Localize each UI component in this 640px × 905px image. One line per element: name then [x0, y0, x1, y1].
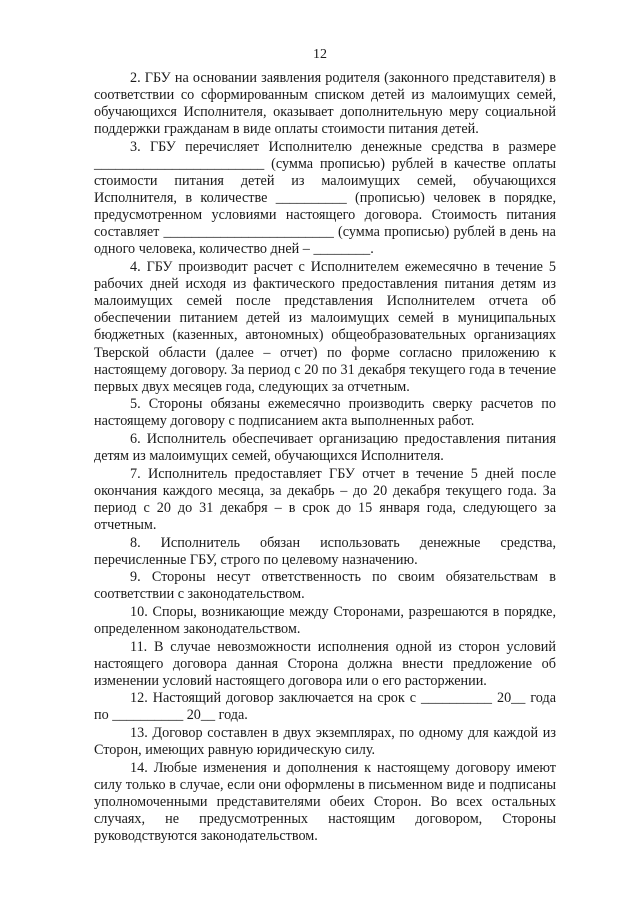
- paragraph-4: 4. ГБУ производит расчет с Исполнителем ежемесячно в течение 5 рабочих дней исходя из фактического предоставления питания детям из малоимущих семей после представления Исполнителем отчета об обеспечении питанием детей из малоимущих семей в муниципальных бюджетных (казенных, автономных) общеобразовательных организациях Тверской области (далее – отчет) по форме согласно приложению к настоящему договору. За период с 20 по 31 декабря текущего года в течение первых двух месяцев года, следующих за отчетным.: [94, 259, 556, 395]
- paragraph-13: 13. Договор составлен в двух экземплярах, по одному для каждой из Сторон, имеющих равную юридическую силу.: [94, 725, 556, 759]
- document-body: [94, 70, 556, 845]
- paragraph-8: 8. Исполнитель обязан использовать денежные средства, перечисленные ГБУ, строго по целевому назначению.: [94, 534, 556, 568]
- paragraph-11: 11. В случае невозможности исполнения одной из сторон условий настоящего договора данная Сторона должна внести предложение об изменении условий настоящего договора или о его расторжении.: [94, 638, 556, 689]
- paragraph-9: 9. Стороны несут ответственность по своим обязательствам в соответствии с законодательством.: [94, 569, 556, 603]
- paragraph-7: 7. Исполнитель предоставляет ГБУ отчет в течение 5 дней после окончания каждого месяца, за декабрь – до 20 декабря текущего года. За период с 20 до 31 декабря – в срок до 15 января года, следующего за отчетным.: [94, 465, 556, 533]
- paragraph-5: 5. Стороны обязаны ежемесячно производить сверку расчетов по настоящему договору с подписанием акта выполненных работ.: [94, 396, 556, 430]
- paragraph-6: 6. Исполнитель обеспечивает организацию предоставления питания детям из малоимущих семей, обучающихся Исполнителя.: [94, 430, 556, 465]
- paragraph-14: 14. Любые изменения и дополнения к настоящему договору имеют силу только в случае, если они оформлены в письменном виде и подписаны уполномоченными представителями обеих Сторон. Во всех остальных случаях, не предусмотренных настоящим договором, Стороны руководствуются законодательством.: [94, 759, 556, 845]
- paragraph-3: 3. ГБУ перечисляет Исполнителю денежные средства в размере ________________________ (сумма прописью) рублей в качестве оплаты стоимости питания детей из малоимущих семей, обучающихся Исполнителя, в количестве __________ (прописью) человек в порядке, предусмотренном условиями настоящего договора. Стоимость питания составляет ________________________ (сумма прописью) рублей в день на одного человека, количество дней – ________.: [94, 138, 556, 258]
- paragraph-12: 12. Настоящий договор заключается на срок с __________ 20__ года по __________ 20__ года.: [94, 690, 556, 724]
- paragraph-10: 10. Споры, возникающие между Сторонами, разрешаются в порядке, определенном законодательством.: [94, 603, 556, 637]
- page-number: 12: [313, 47, 327, 62]
- paragraph-2: 2. ГБУ на основании заявления родителя (законного представителя) в соответствии со сформированным списком детей из малоимущих семей, обучающихся Исполнителя, оказывает дополнительную меру социальной поддержки гражданам в виде оплаты стоимости питания детей.: [94, 70, 556, 138]
